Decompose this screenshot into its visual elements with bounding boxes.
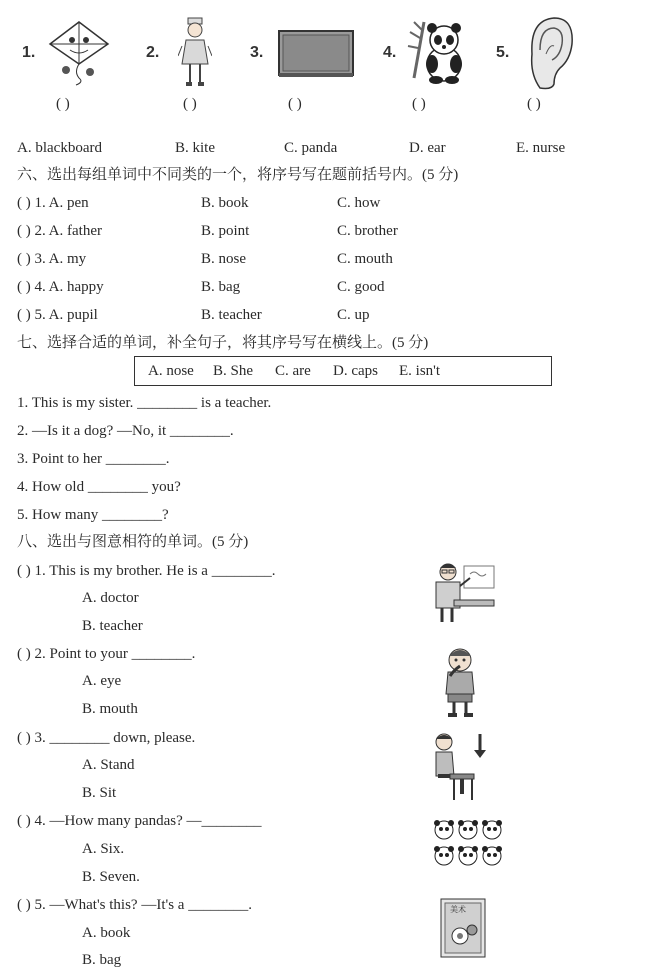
s6-question-5[interactable]: ( ) 5. A. pupil <box>17 307 98 323</box>
section-6-heading: 六、选出每组单词中不同类的一个，将序号写在题前括号内。(5 分) <box>17 167 459 183</box>
option-b: B. kite <box>175 140 215 156</box>
teacher-icon <box>430 560 496 622</box>
s7-sentence-5[interactable]: 5. How many ________? <box>17 507 169 523</box>
word-bank-option-c: C. are <box>275 363 311 379</box>
s8-question-5[interactable]: ( ) 5. —What's this? —It's a ________. <box>17 897 252 913</box>
pic-number-2: 2. <box>146 44 160 61</box>
s6-option-b: B. point <box>201 223 250 239</box>
answer-blank-1[interactable]: ( ) <box>56 96 70 112</box>
blackboard-icon <box>278 30 354 78</box>
s6-option-c: C. how <box>337 195 381 211</box>
s7-sentence-4[interactable]: 4. How old ________ you? <box>17 479 181 495</box>
s8-question-1[interactable]: ( ) 1. This is my brother. He is a ________. <box>17 563 276 579</box>
pic-number-1: 1. <box>22 44 36 61</box>
answer-blank-3[interactable]: ( ) <box>288 96 302 112</box>
s7-sentence-1[interactable]: 1. This is my sister. ________ is a teacher. <box>17 395 272 411</box>
s8-q5-option-a: A. book <box>82 925 131 941</box>
s6-option-c: C. mouth <box>337 251 393 267</box>
s6-option-b: B. book <box>201 195 249 211</box>
option-e: E. nurse <box>516 140 566 156</box>
s8-q5-option-b: B. bag <box>82 952 122 968</box>
s6-question-2[interactable]: ( ) 2. A. father <box>17 223 102 239</box>
s6-option-c: C. up <box>337 307 370 323</box>
s7-sentence-2[interactable]: 2. —Is it a dog? —No, it ________. <box>17 423 234 439</box>
option-c: C. panda <box>284 140 338 156</box>
word-bank-box <box>134 356 552 386</box>
art-book-icon <box>440 898 486 958</box>
option-d: D. ear <box>409 140 446 156</box>
boy-touching-mouth-icon <box>438 646 482 718</box>
s6-option-c: C. brother <box>337 223 398 239</box>
s8-q1-option-a: A. doctor <box>82 590 139 606</box>
s8-question-2[interactable]: ( ) 2. Point to your ________. <box>17 646 196 662</box>
section-8-heading: 八、选出与图意相符的单词。(5 分) <box>17 534 249 550</box>
nurse-icon <box>178 16 212 88</box>
art-book-title: 美术 <box>450 905 466 914</box>
man-sitting-down-icon <box>426 730 488 802</box>
s8-question-3[interactable]: ( ) 3. ________ down, please. <box>17 730 196 746</box>
pic-number-3: 3. <box>250 44 264 61</box>
s8-q2-option-b: B. mouth <box>82 701 138 717</box>
s8-question-4[interactable]: ( ) 4. —How many pandas? —________ <box>17 813 262 829</box>
kite-icon <box>46 20 112 86</box>
ear-icon <box>526 14 576 90</box>
word-bank-option-e: E. isn't <box>399 363 441 379</box>
s6-option-c: C. good <box>337 279 385 295</box>
answer-blank-5[interactable]: ( ) <box>527 96 541 112</box>
s6-question-4[interactable]: ( ) 4. A. happy <box>17 279 104 295</box>
answer-blank-4[interactable]: ( ) <box>412 96 426 112</box>
s8-q2-option-a: A. eye <box>82 673 122 689</box>
answer-blank-2[interactable]: ( ) <box>183 96 197 112</box>
s6-option-b: B. bag <box>201 279 241 295</box>
s8-q3-option-b: B. Sit <box>82 785 117 801</box>
s8-q4-option-b: B. Seven. <box>82 869 140 885</box>
s6-question-3[interactable]: ( ) 3. A. my <box>17 251 87 267</box>
s6-option-b: B. nose <box>201 251 246 267</box>
s6-option-b: B. teacher <box>201 307 262 323</box>
panda-icon <box>406 18 466 84</box>
option-a: A. blackboard <box>17 140 102 156</box>
s8-q1-option-b: B. teacher <box>82 618 143 634</box>
s8-q3-option-a: A. Stand <box>82 757 135 773</box>
word-bank-option-b: B. She <box>213 363 254 379</box>
word-bank-option-d: D. caps <box>333 363 378 379</box>
s7-sentence-3[interactable]: 3. Point to her ________. <box>17 451 170 467</box>
word-bank-option-a: A. nose <box>148 363 194 379</box>
pic-number-4: 4. <box>383 44 397 61</box>
s8-q4-option-a: A. Six. <box>82 841 125 857</box>
s6-question-1[interactable]: ( ) 1. A. pen <box>17 195 89 211</box>
section-7-heading: 七、选择合适的单词，补全句子，将其序号写在横线上。(5 分) <box>17 335 429 351</box>
pic-number-5: 5. <box>496 44 510 61</box>
six-pandas-icon <box>432 818 504 870</box>
